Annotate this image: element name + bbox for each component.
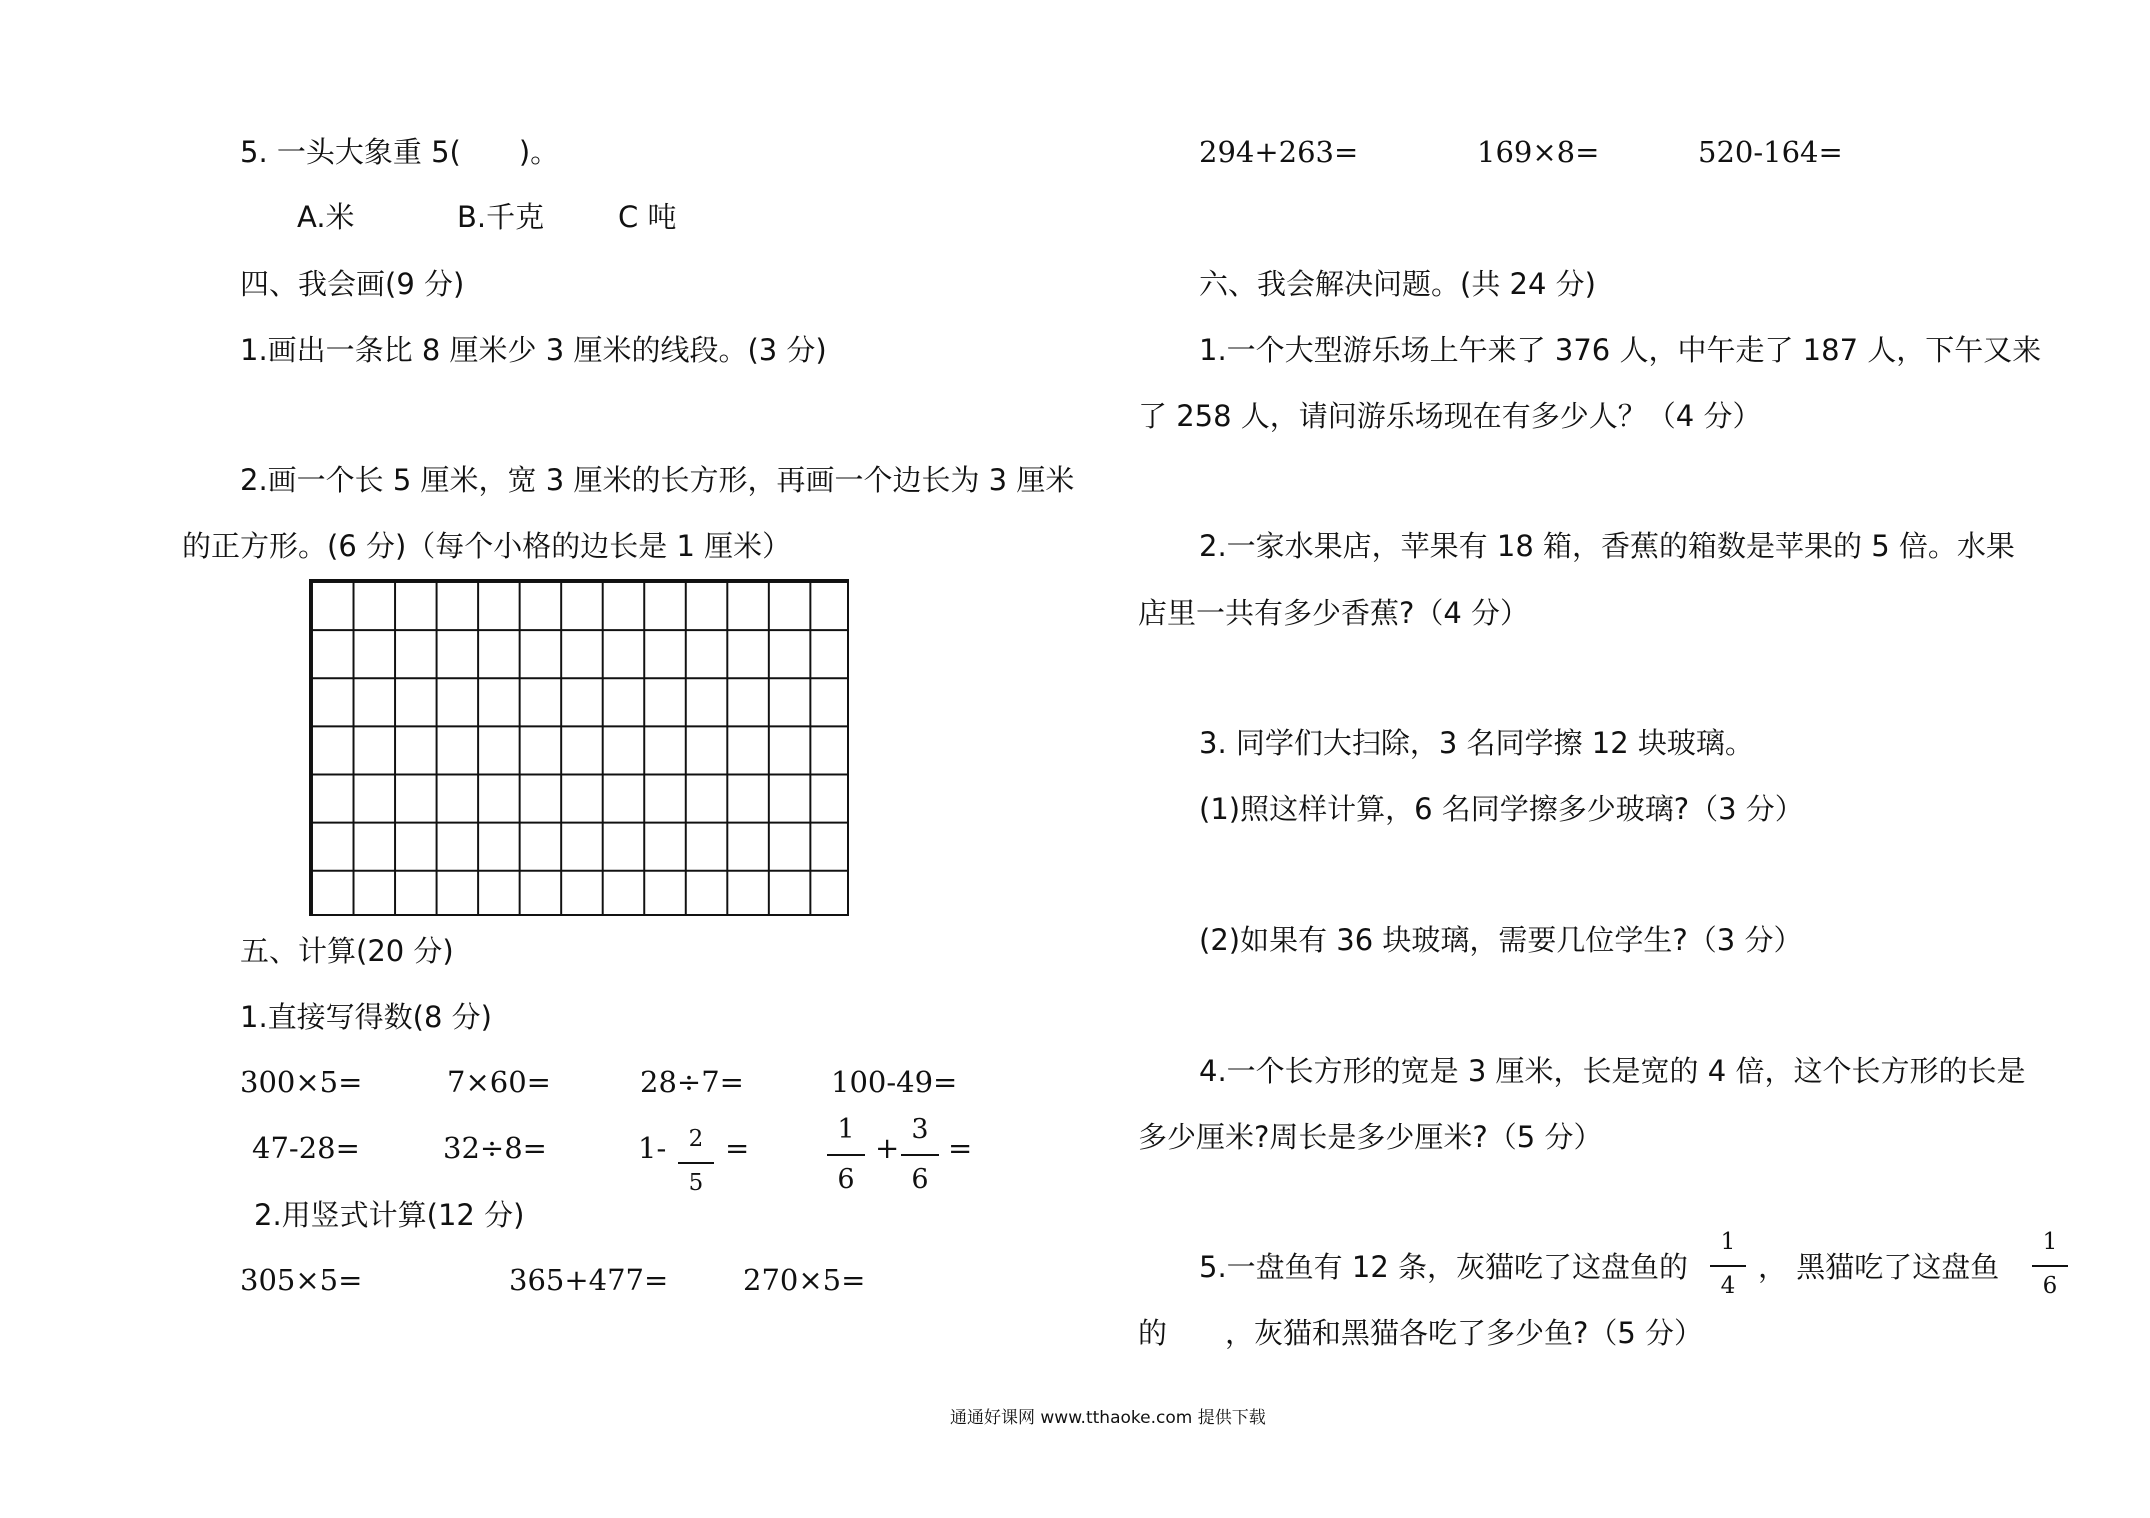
calc-1-item-3: 28÷7= <box>640 1065 744 1099</box>
problem-1-line-1: 1.一个大型游乐场上午来了 376 人，中午走了 187 人，下午又来 <box>1199 333 2042 367</box>
q5-option-a: A.米 <box>297 200 355 234</box>
calc-2-item-3: 270×5= <box>743 1263 866 1297</box>
fraction-sixth: 1 6 <box>2028 1231 2072 1303</box>
calc-1-item-4: 100-49= <box>831 1065 958 1099</box>
calc-1-item-7-prefix: 1- <box>638 1131 667 1165</box>
calc-2-item-2: 365+477= <box>509 1263 669 1297</box>
calc-1-item-6: 32÷8= <box>443 1131 547 1165</box>
fraction-one-sixth: 1 6 <box>823 1116 869 1196</box>
calc-2-title: 2.用竖式计算(12 分) <box>254 1198 525 1232</box>
fraction-two-fifths: 2 5 <box>674 1128 718 1200</box>
calc-1-item-8-equals: = <box>948 1131 973 1165</box>
problem-5-line-2: 的 ，灰猫和黑猫各吃了多少鱼?（5 分） <box>1138 1316 1704 1350</box>
q5-option-c: C 吨 <box>618 200 677 234</box>
problem-5-text-a: 5.一盘鱼有 12 条，灰猫吃了这盘鱼的 <box>1199 1250 1689 1284</box>
problem-5-text-b: ， 黑猫吃了这盘鱼 <box>1758 1250 2000 1284</box>
calc-2-item-1: 305×5= <box>240 1263 363 1297</box>
problem-2-line-1: 2.一家水果店，苹果有 18 箱，香蕉的箱数是苹果的 5 倍。水果 <box>1199 529 2015 563</box>
problem-3-line-1: 3. 同学们大扫除，3 名同学擦 12 块玻璃。 <box>1199 726 1754 760</box>
drawing-grid <box>309 579 849 916</box>
problem-2-line-2: 店里一共有多少香蕉?（4 分） <box>1138 596 1530 630</box>
problem-3-sub-2: (2)如果有 36 块玻璃，需要几位学生?（3 分） <box>1199 923 1803 957</box>
draw-question-2-line-2: 的正方形。(6 分)（每个小格的边长是 1 厘米） <box>182 529 792 563</box>
calc-1-item-7-equals: = <box>725 1131 750 1165</box>
calc-1-item-2: 7×60= <box>447 1065 551 1099</box>
problem-3-sub-1: (1)照这样计算，6 名同学擦多少玻璃?（3 分） <box>1199 792 1804 826</box>
section-5-title: 五、计算(20 分) <box>240 934 454 968</box>
calc-right-item-3: 520-164= <box>1698 135 1843 169</box>
q5-option-b: B.千克 <box>457 200 545 234</box>
section-4-title: 四、我会画(9 分) <box>240 267 465 301</box>
problem-4-line-1: 4.一个长方形的宽是 3 厘米，长是宽的 4 倍，这个长方形的长是 <box>1199 1054 2026 1088</box>
calc-1-title: 1.直接写得数(8 分) <box>240 1000 492 1034</box>
footer-credit: 通通好课网 www.tthaoke.com 提供下载 <box>950 1408 1266 1428</box>
calc-right-item-1: 294+263= <box>1199 135 1359 169</box>
problem-1-line-2: 了 258 人，请问游乐场现在有多少人？（4 分） <box>1138 399 1762 433</box>
problem-4-line-2: 多少厘米?周长是多少厘米?（5 分） <box>1138 1120 1603 1154</box>
calc-right-item-2: 169×8= <box>1477 135 1600 169</box>
draw-question-2-line-1: 2.画一个长 5 厘米，宽 3 厘米的长方形，再画一个边长为 3 厘米 <box>240 463 1075 497</box>
calc-1-item-5: 47-28= <box>252 1131 360 1165</box>
fraction-three-sixths: 3 6 <box>897 1116 943 1196</box>
calc-1-item-1: 300×5= <box>240 1065 363 1099</box>
draw-question-1: 1.画出一条比 8 厘米少 3 厘米的线段。(3 分) <box>240 333 827 367</box>
question-5: 5. 一头大象重 5( )。 <box>240 135 560 169</box>
fraction-quarter: 1 4 <box>1706 1231 1750 1303</box>
plus-sign: + <box>875 1131 900 1165</box>
section-6-title: 六、我会解决问题。(共 24 分) <box>1199 267 1596 301</box>
